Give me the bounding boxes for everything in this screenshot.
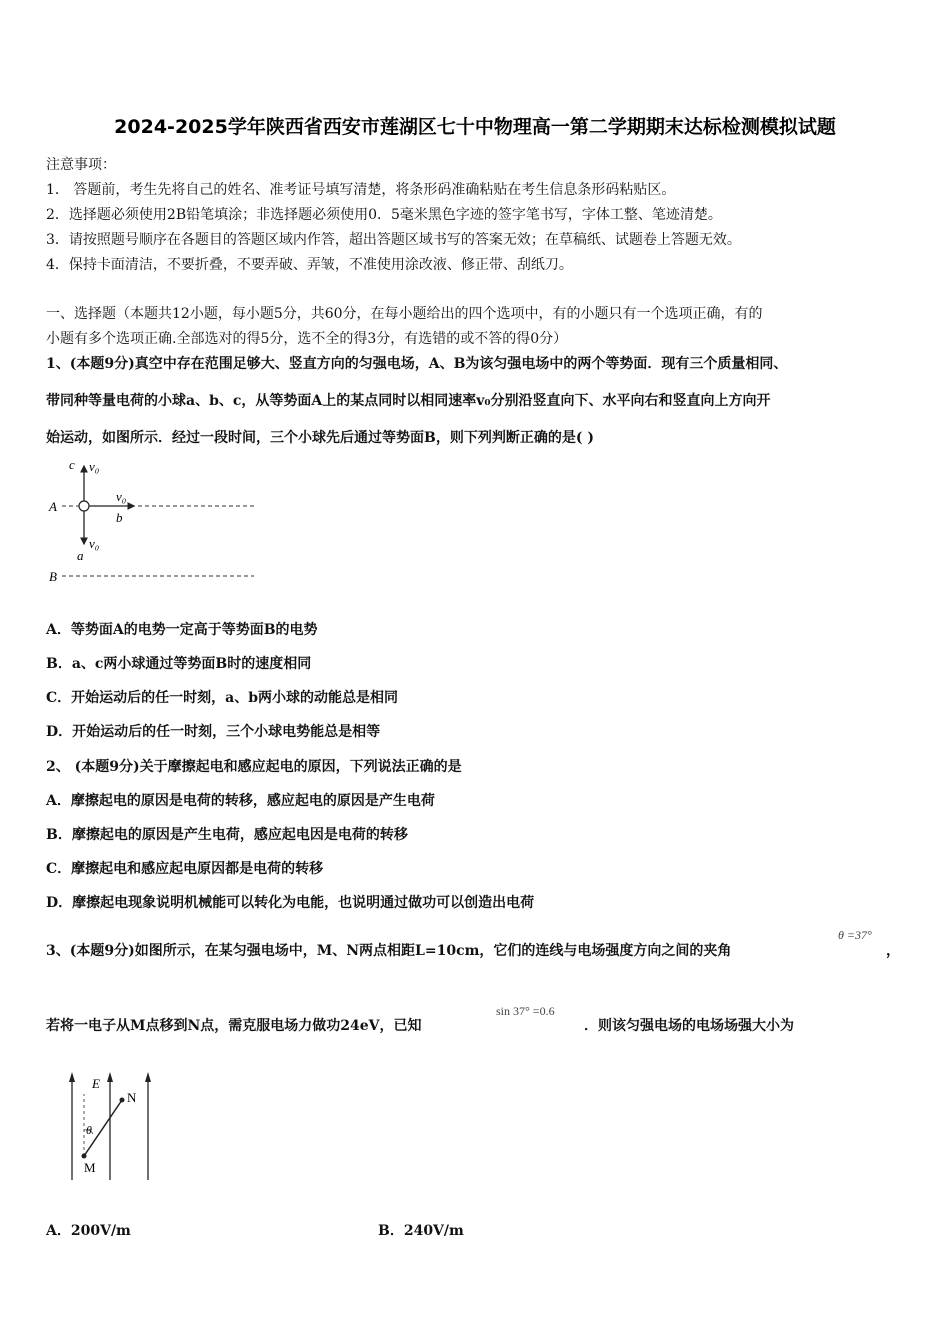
notice-item: 2．选择题必须使用2B铅笔填涂；非选择题必须使用0．5毫米黑色字迹的签字笔书写，字体工整、笔迹清楚。 bbox=[46, 207, 722, 223]
q1-stem-line3: 始运动，如图所示．经过一段时间，三个小球先后通过等势面B，则下列判断正确的是( ) bbox=[46, 430, 594, 446]
label-a: a bbox=[77, 548, 84, 563]
q2-option-c: C．摩擦起电和感应起电原因都是电荷的转移 bbox=[46, 861, 324, 877]
q3-figure bbox=[60, 1068, 170, 1186]
q1-option-a: A．等势面A的电势一定高于等势面B的电势 bbox=[46, 622, 318, 638]
section-heading-line1: 一、选择题（本题共12小题，每小题5分，共60分，在每小题给出的四个选项中，有的小题只有一个选项正确，有的 bbox=[46, 306, 763, 322]
notice-item: 1． 答题前，考生先将自己的姓名、准考证号填写清楚，将条形码准确粘贴在考生信息条形码粘贴区。 bbox=[46, 182, 676, 198]
q3-stem-line2a: 若将一电子从M点移到N点，需克服电场力做功24eV，已知 bbox=[46, 1018, 422, 1034]
q3-option-a: A．200V/m bbox=[46, 1223, 131, 1239]
q3-option-b: B．240V/m bbox=[378, 1223, 464, 1239]
q1-figure bbox=[44, 452, 264, 588]
q2-option-a: A．摩擦起电的原因是电荷的转移，感应起电的原因是产生电荷 bbox=[46, 793, 435, 809]
q1-option-d: D．开始运动后的任一时刻，三个小球电势能总是相等 bbox=[46, 724, 381, 740]
q1-stem-line1: 1、(本题9分)真空中存在范围足够大、竖直方向的匀强电场，A、B为该匀强电场中的两个等势面．现有三个质量相同、 bbox=[46, 356, 788, 372]
label-theta: θ bbox=[86, 1123, 92, 1137]
q3-stem-line2b: ．则该匀强电场的电场场强大小为 bbox=[584, 1018, 794, 1034]
notice-item: 3．请按照题号顺序在各题目的答题区域内作答，超出答题区域书写的答案无效；在草稿纸、试题卷上答题无效。 bbox=[46, 232, 741, 248]
q1-stem-line2: 带同种等量电荷的小球a、b、c，从等势面A上的某点同时以相同速率v₀分别沿竖直向下、水平向右和竖直向上方向开 bbox=[46, 393, 771, 409]
label-A: A bbox=[49, 499, 57, 514]
notice-heading: 注意事项： bbox=[46, 157, 116, 173]
q3-comma: ， bbox=[886, 943, 900, 959]
q2-stem: 2、 (本题9分)关于摩擦起电和感应起电的原因，下列说法正确的是 bbox=[46, 759, 462, 775]
label-B: B bbox=[49, 569, 57, 584]
label-N: N bbox=[127, 1090, 137, 1105]
section-heading-line2: 小题有多个选项正确.全部选对的得5分，选不全的得3分，有选错的或不答的得0分） bbox=[46, 331, 568, 347]
q1-option-b: B．a、c两小球通过等势面B时的速度相同 bbox=[46, 656, 312, 672]
q3-sin-formula: sin 37° =0.6 bbox=[496, 1004, 555, 1018]
label-M: M bbox=[84, 1160, 96, 1175]
label-v0-right: v₀ bbox=[116, 489, 127, 504]
label-E: E bbox=[92, 1076, 100, 1091]
label-c: c bbox=[69, 457, 75, 472]
q2-option-d: D．摩擦起电现象说明机械能可以转化为电能，也说明通过做功可以创造出电荷 bbox=[46, 895, 535, 911]
page-title: 2024-2025学年陕西省西安市莲湖区七十中物理高一第二学期期末达标检测模拟试题 bbox=[114, 116, 836, 138]
label-v0-down: v₀ bbox=[89, 536, 100, 551]
q3-stem-line1: 3、(本题9分)如图所示，在某匀强电场中，M、N两点相距L=10cm，它们的连线与电场强度方向之间的夹角 bbox=[46, 943, 732, 959]
notice-item: 4．保持卡面清洁，不要折叠，不要弄破、弄皱，不准使用涂改液、修正带、刮纸刀。 bbox=[46, 257, 573, 273]
q1-option-c: C．开始运动后的任一时刻，a、b两小球的动能总是相同 bbox=[46, 690, 399, 706]
q2-option-b: B．摩擦起电的原因是产生电荷，感应起电因是电荷的转移 bbox=[46, 827, 408, 843]
label-v0-up: v₀ bbox=[89, 459, 100, 474]
q3-angle-formula: θ =37° bbox=[838, 928, 872, 942]
label-b: b bbox=[116, 510, 123, 525]
